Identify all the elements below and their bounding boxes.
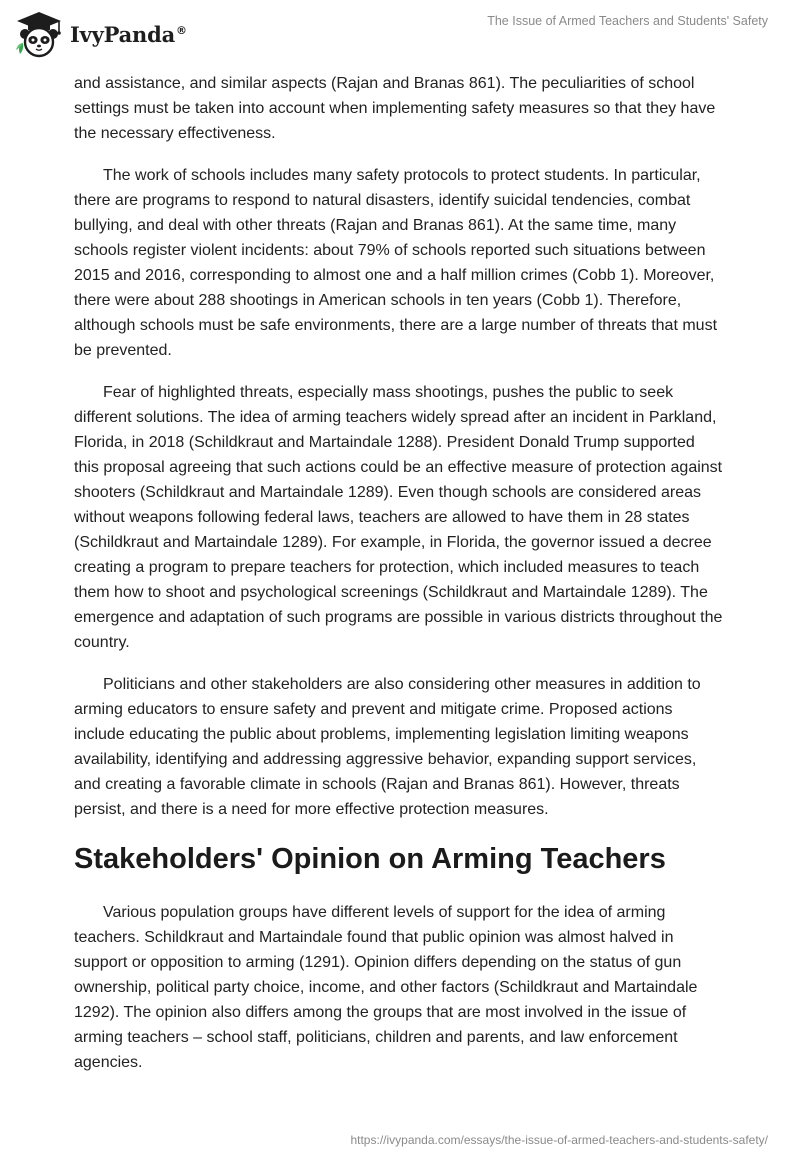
brand-name xyxy=(70,22,187,47)
page-header xyxy=(0,0,800,70)
brand-logo[interactable] xyxy=(14,10,187,60)
paragraph-continued: and assistance, and similar aspects (Rajan and Branas 861). The peculiarities of school settings must be taken into account when implementing safety measures so that they have the necessary effectiveness. xyxy=(74,75,716,142)
registered-mark: ® xyxy=(176,23,187,37)
panda-graduate-logo-icon xyxy=(14,10,64,60)
paragraph: Fear of highlighted threats, especially mass shootings, pushes the public to seek different solutions. The idea of arming teachers widely spread after an incident in Parkland, Florida, in 2018 (Schildkraut and Martaindale 1288). President Donald Trump supported this proposal agreeing that such actions could be an effective measure of protection against shooters (Schildkraut and Martaindale 1289). Even though schools are considered areas without weapons following federal laws, teachers are allowed to have them in 28 states (Schildkraut and Martaindale 1289). For example, in Florida, the governor issued a decree creating a program to prepare teachers for protection, which included measures to teach them how to shoot and psychological screenings (Schildkraut and Martaindale 1289). The emergence and adaptation of such programs are possible in various districts throughout the country. xyxy=(74,384,723,651)
paragraph: Various population groups have different levels of support for the idea of arming teachers. Schildkraut and Martaindale found that public opinion was almost halved in support or opposition to arming (1291). Opinion differs depending on the status of gun ownership, political party choice, income, and other factors (Schildkraut and Martaindale 1292). The opinion also differs among the groups that are most involved in the issue of arming teachers – school staff, politicians, children and parents, and law enforcement agencies. xyxy=(74,904,698,1071)
brand-name-text: IvyPanda xyxy=(70,21,176,47)
document-title: The Issue of Armed Teachers and Students' Safety xyxy=(487,14,768,28)
paragraph: The work of schools includes many safety protocols to protect students. In particular, there are programs to respond to natural disasters, identify suicidal tendencies, combat bullying, and deal with other threats (Rajan and Branas 861). At the same time, many schools register violent incidents: about 79% of schools reported such situations between 2015 and 2016, corresponding to almost one and a half million crimes (Cobb 1). Moreover, there were about 288 shootings in American schools in ten years (Cobb 1). Therefore, although schools must be safe environments, there are a large number of threats that must be prevented. xyxy=(74,167,718,359)
source-url[interactable]: https://ivypanda.com/essays/the-issue-of-armed-teachers-and-students-safety/ xyxy=(350,1133,768,1147)
paragraph: Politicians and other stakeholders are also considering other measures in addition to arming educators to ensure safety and prevent and mitigate crime. Proposed actions include educating the public about problems, implementing legislation limiting weapons availability, identifying and addressing aggressive behavior, expanding support services, and creating a favorable climate in schools (Rajan and Branas 861). However, threats persist, and there is a need for more effective protection measures. xyxy=(74,676,701,818)
essay-content xyxy=(74,71,724,1092)
section-heading: Stakeholders' Opinion on Arming Teachers xyxy=(74,843,666,875)
